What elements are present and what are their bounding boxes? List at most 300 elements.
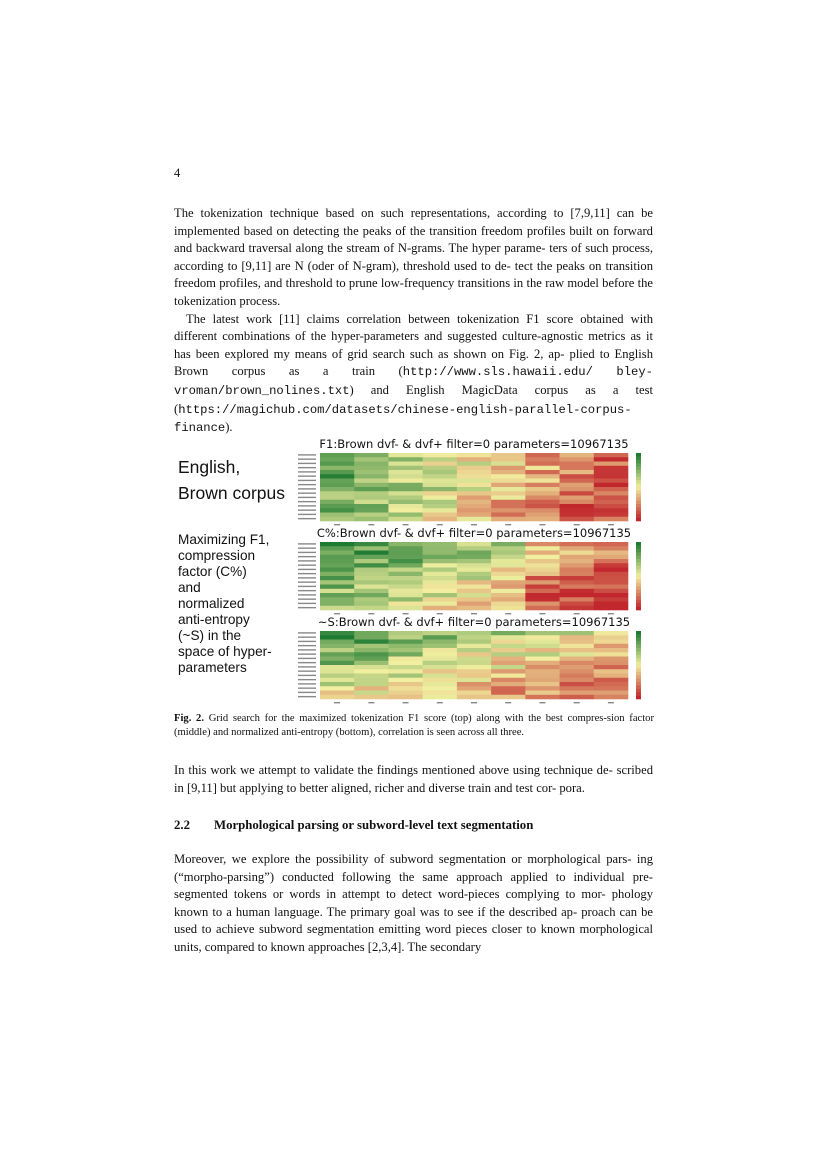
heatmap-cell bbox=[525, 644, 560, 649]
heatmap-cell bbox=[388, 453, 423, 458]
heatmap-cell bbox=[525, 479, 560, 484]
heatmap-cell bbox=[423, 682, 458, 687]
paragraph-2-text: The latest work [11] claims correlation between tokenization F1 score obtained with different combinations of the hyper-parameters and suggested culture-agnostic metrics as it has been explored my means of grid search such as shown on Fig. 2, ap- plied to English Brown corpus as a train (http://www.sls.hawaii.edu/ bley-vroman/brown_nolines.txt) and English MagicData corpus as a test (https://magichub.com/datasets/chinese-english-parallel-corpus-finance). bbox=[174, 311, 654, 436]
heatmap-cell bbox=[560, 648, 595, 653]
side-desc-line: compression bbox=[178, 548, 256, 563]
col-tick-label bbox=[539, 702, 545, 703]
heatmap-cell bbox=[560, 695, 595, 700]
colorbar-segment bbox=[636, 507, 641, 511]
colorbar-segment bbox=[636, 692, 641, 696]
heatmap-cell bbox=[525, 491, 560, 496]
heatmap-cell bbox=[560, 479, 595, 484]
heatmap-cell bbox=[423, 661, 458, 666]
colorbar-segment bbox=[636, 545, 641, 549]
heatmap-cell bbox=[388, 695, 423, 700]
heatmap-cell bbox=[457, 652, 492, 657]
row-tick-label bbox=[298, 467, 316, 468]
heatmap-cell bbox=[423, 517, 458, 522]
row-tick-label bbox=[298, 590, 316, 591]
heatmap-cell bbox=[423, 466, 458, 471]
colorbar-segment bbox=[636, 490, 641, 494]
heatmap-cell bbox=[388, 640, 423, 645]
heatmap-cell bbox=[320, 585, 355, 590]
heatmap-cell bbox=[423, 585, 458, 590]
heatmap-cell bbox=[354, 691, 389, 696]
heatmap-cell bbox=[423, 657, 458, 662]
heatmap-cell bbox=[354, 572, 389, 577]
heatmap-cell bbox=[388, 508, 423, 513]
heatmap-cell bbox=[525, 593, 560, 598]
heatmap-cell bbox=[525, 580, 560, 585]
heatmap-cell bbox=[594, 500, 629, 505]
heatmap-cell bbox=[388, 669, 423, 674]
heatmap-cell bbox=[525, 555, 560, 560]
heatmap-cell bbox=[594, 479, 629, 484]
colorbar-segment bbox=[636, 651, 641, 655]
heatmap-cell bbox=[525, 542, 560, 547]
heatmap-cell bbox=[560, 602, 595, 607]
heatmap-cell bbox=[423, 500, 458, 505]
colorbar-segment bbox=[636, 467, 641, 471]
heatmap-cell bbox=[354, 474, 389, 479]
heatmap-cell bbox=[560, 462, 595, 467]
colorbar-segment bbox=[636, 672, 641, 676]
colorbar-segment bbox=[636, 600, 641, 604]
row-tick-label bbox=[298, 514, 316, 515]
heatmap-cell bbox=[354, 669, 389, 674]
heatmap-cell bbox=[457, 678, 492, 683]
row-tick-label bbox=[298, 564, 316, 565]
heatmap-cell bbox=[525, 695, 560, 700]
caption-text: Grid search for the maximized tokenization F1 score (top) along with the best compres-sion factor (middle) and normalized anti-entropy (bottom), correlation is seen across all three. bbox=[174, 713, 654, 739]
heatmap-cell bbox=[594, 678, 629, 683]
heatmap-cell bbox=[525, 572, 560, 577]
heatmap-cell bbox=[388, 559, 423, 564]
heatmap-cell bbox=[560, 470, 595, 475]
row-tick-label bbox=[298, 670, 316, 671]
row-tick-label bbox=[298, 518, 316, 519]
heatmap-cell bbox=[423, 559, 458, 564]
heatmap-cell bbox=[491, 695, 526, 700]
heatmap-cell bbox=[423, 665, 458, 670]
heatmap-cell bbox=[525, 665, 560, 670]
heatmap-cell bbox=[423, 691, 458, 696]
colorbar-segment bbox=[636, 638, 641, 642]
colorbar-segment bbox=[636, 559, 641, 563]
heatmap-cell bbox=[594, 559, 629, 564]
heatmap-cell bbox=[388, 589, 423, 594]
row-tick-label bbox=[298, 501, 316, 502]
col-tick-label bbox=[437, 702, 443, 703]
heatmap-cell bbox=[560, 691, 595, 696]
colorbar-segment bbox=[636, 579, 641, 583]
heatmap-cell bbox=[525, 474, 560, 479]
heatmap-cell bbox=[320, 470, 355, 475]
heatmap-cell bbox=[491, 652, 526, 657]
heatmap-cell bbox=[457, 597, 492, 602]
heatmap-cell bbox=[594, 576, 629, 581]
paragraph-morphological: Moreover, we explore the possibility of subword segmentation or morphological pars- ing (“morpho-parsing”) conducted following the same approach applied to individual pre-segmented tokens or words in attempt to detect word-pieces complying to mor- phology known to a human language. The primary goal was to see if the described ap- proach can be used to achieve subword segmentation emitting word pieces closer to known morphological units, compared to known approaches [2,3,4]. The secondary bbox=[174, 852, 653, 954]
heatmap-cell bbox=[457, 640, 492, 645]
colorbar-segment bbox=[636, 494, 641, 498]
figure-2-grid-search bbox=[174, 434, 654, 704]
heatmap-cell bbox=[491, 470, 526, 475]
heatmap-cell bbox=[423, 695, 458, 700]
heatmap-cell bbox=[525, 648, 560, 653]
row-tick-label bbox=[298, 484, 316, 485]
heatmap-cell bbox=[388, 466, 423, 471]
heatmap-cell bbox=[320, 517, 355, 522]
colorbar-segment bbox=[636, 590, 641, 594]
heatmap-cell bbox=[491, 474, 526, 479]
heatmap-cell bbox=[560, 457, 595, 462]
heatmap-cell bbox=[560, 686, 595, 691]
colorbar-segment bbox=[636, 549, 641, 553]
colorbar-segment bbox=[636, 641, 641, 645]
heatmap-cell bbox=[354, 593, 389, 598]
paragraph-tokenization-technique bbox=[174, 205, 653, 438]
heatmap-cell bbox=[457, 500, 492, 505]
heatmap-cell bbox=[560, 661, 595, 666]
colorbar-segment bbox=[636, 583, 641, 587]
heatmap-cell bbox=[525, 568, 560, 573]
heatmap-cell bbox=[594, 631, 629, 636]
heatmap-cell bbox=[491, 500, 526, 505]
heatmap-cell bbox=[491, 483, 526, 488]
heatmap-cell bbox=[457, 657, 492, 662]
heatmap-cell bbox=[525, 631, 560, 636]
heatmap-cell bbox=[560, 682, 595, 687]
heatmap-cell bbox=[457, 487, 492, 492]
heatmap-cell bbox=[388, 479, 423, 484]
colorbar-segment bbox=[636, 682, 641, 686]
heatmap-cell bbox=[457, 580, 492, 585]
row-tick-label bbox=[298, 675, 316, 676]
heatmap-cell bbox=[354, 602, 389, 607]
colorbar-segment bbox=[636, 634, 641, 638]
heatmap-cell bbox=[388, 580, 423, 585]
heatmap-cell bbox=[388, 674, 423, 679]
heatmap-cell bbox=[388, 593, 423, 598]
heatmap-cell bbox=[594, 453, 629, 458]
heatmap-cell bbox=[525, 504, 560, 509]
colorbar-segment bbox=[636, 607, 641, 611]
figure-caption bbox=[174, 712, 654, 741]
heatmap-cell bbox=[457, 542, 492, 547]
heatmap-cell bbox=[423, 487, 458, 492]
heatmap-cell bbox=[354, 631, 389, 636]
row-tick-label bbox=[298, 488, 316, 489]
colorbar-segment bbox=[636, 696, 641, 700]
heatmap-cell bbox=[560, 487, 595, 492]
heatmap-cell bbox=[491, 457, 526, 462]
heatmap-cell bbox=[491, 635, 526, 640]
row-tick-label bbox=[298, 547, 316, 548]
heatmap-cell bbox=[320, 589, 355, 594]
heatmap-cell bbox=[560, 563, 595, 568]
heatmap-cell bbox=[594, 572, 629, 577]
heatmap-cell bbox=[388, 657, 423, 662]
heatmap-cell bbox=[388, 563, 423, 568]
colorbar-segment bbox=[636, 470, 641, 474]
heatmap-cell bbox=[457, 555, 492, 560]
heatmap-cell bbox=[354, 585, 389, 590]
heatmap-cell bbox=[354, 652, 389, 657]
heatmap-cell bbox=[560, 576, 595, 581]
section-heading bbox=[174, 818, 654, 833]
colorbar-segment bbox=[636, 645, 641, 649]
row-tick-label bbox=[298, 636, 316, 637]
heatmap-cell bbox=[525, 652, 560, 657]
heatmap-cell bbox=[320, 682, 355, 687]
heatmap-cell bbox=[354, 508, 389, 513]
heatmap-cell bbox=[423, 457, 458, 462]
heatmap-cell bbox=[388, 517, 423, 522]
row-tick-label bbox=[298, 509, 316, 510]
heatmap-cell bbox=[388, 551, 423, 556]
heatmap-cell bbox=[354, 665, 389, 670]
heatmap-cell bbox=[423, 546, 458, 551]
heatmap-cell bbox=[560, 606, 595, 611]
heatmap-cell bbox=[594, 474, 629, 479]
heatmap-cell bbox=[320, 462, 355, 467]
heatmap-cell bbox=[560, 652, 595, 657]
heatmap-cell bbox=[388, 648, 423, 653]
colorbar-segment bbox=[636, 655, 641, 659]
heatmap-cell bbox=[594, 589, 629, 594]
heatmap-cell bbox=[560, 597, 595, 602]
heatmap-cell bbox=[525, 576, 560, 581]
heatmap-cell bbox=[423, 631, 458, 636]
row-tick-label bbox=[298, 475, 316, 476]
heatmap-cell bbox=[388, 483, 423, 488]
heatmap-cell bbox=[594, 657, 629, 662]
heatmap-cell bbox=[388, 686, 423, 691]
colorbar-segment bbox=[636, 668, 641, 672]
col-tick-label bbox=[368, 702, 374, 703]
row-tick-label bbox=[298, 556, 316, 557]
heatmap-cell bbox=[354, 678, 389, 683]
heatmap-cell bbox=[354, 500, 389, 505]
heatmap-cell bbox=[491, 487, 526, 492]
heatmap-cell bbox=[594, 691, 629, 696]
heatmap-cell bbox=[594, 593, 629, 598]
col-tick-label bbox=[403, 702, 409, 703]
heatmap-cell bbox=[594, 457, 629, 462]
heatmap-cell bbox=[560, 580, 595, 585]
magicdata-url[interactable]: https://magichub.com/datasets/chinese-english-parallel-corpus-finance bbox=[174, 402, 632, 436]
heatmap-cell bbox=[388, 682, 423, 687]
heatmap-cell bbox=[423, 674, 458, 679]
heatmap-cell bbox=[457, 483, 492, 488]
heatmap-cell bbox=[457, 504, 492, 509]
heatmap-cell bbox=[354, 674, 389, 679]
row-tick-label bbox=[298, 458, 316, 459]
heatmap-cell bbox=[320, 678, 355, 683]
section-title: Morphological parsing or subword-level text segmentation bbox=[214, 818, 534, 832]
heatmap-cell bbox=[354, 597, 389, 602]
heatmap-cell bbox=[525, 496, 560, 501]
heatmap-cell bbox=[423, 686, 458, 691]
heatmap-cell bbox=[423, 479, 458, 484]
figure-side-title: English, Brown corpus bbox=[178, 457, 285, 503]
heatmap-cell bbox=[320, 504, 355, 509]
heatmap-cell bbox=[491, 491, 526, 496]
heatmap-cell bbox=[491, 631, 526, 636]
colorbar-segment bbox=[636, 497, 641, 501]
heatmap-cell bbox=[560, 466, 595, 471]
colorbar-segment bbox=[636, 463, 641, 467]
heatmap-cell bbox=[594, 602, 629, 607]
colorbar-segment bbox=[636, 566, 641, 570]
heatmap-cell bbox=[560, 657, 595, 662]
heatmap-cell bbox=[354, 487, 389, 492]
heatmap-cell bbox=[423, 644, 458, 649]
side-desc-line: space of hyper- bbox=[178, 644, 272, 659]
heatmap-cell bbox=[354, 546, 389, 551]
heatmap-cell bbox=[320, 593, 355, 598]
heatmap-cell bbox=[491, 678, 526, 683]
heatmap-cell bbox=[423, 635, 458, 640]
heatmap-cell bbox=[388, 504, 423, 509]
heatmap-cell bbox=[457, 631, 492, 636]
heatmap-cell bbox=[423, 504, 458, 509]
heatmap-cell bbox=[560, 674, 595, 679]
heatmap-cell bbox=[560, 568, 595, 573]
heatmap-cell bbox=[560, 593, 595, 598]
heatmap-cell bbox=[388, 606, 423, 611]
heatmap-cell bbox=[320, 572, 355, 577]
colorbar-segment bbox=[636, 665, 641, 669]
heatmap-cell bbox=[320, 606, 355, 611]
heatmap-cell bbox=[354, 657, 389, 662]
heatmap-cell bbox=[354, 563, 389, 568]
heatmap-cell bbox=[491, 669, 526, 674]
heatmap-cell bbox=[423, 652, 458, 657]
heatmap-cell bbox=[491, 504, 526, 509]
heatmap-cell bbox=[388, 474, 423, 479]
heatmap-cell bbox=[560, 517, 595, 522]
heatmap-cell bbox=[354, 462, 389, 467]
heatmap-cell bbox=[388, 665, 423, 670]
heatmap-cell bbox=[354, 640, 389, 645]
colorbar-segment bbox=[636, 487, 641, 491]
heatmap-cell bbox=[525, 661, 560, 666]
heatmap-cell bbox=[388, 568, 423, 573]
heatmap-cell bbox=[594, 546, 629, 551]
heatmap-cell bbox=[560, 496, 595, 501]
heatmap-cell bbox=[423, 555, 458, 560]
heatmap-cell bbox=[457, 695, 492, 700]
heatmap-cell bbox=[525, 678, 560, 683]
heatmap-cell bbox=[423, 593, 458, 598]
heatmap-cell bbox=[491, 568, 526, 573]
heatmap-panels bbox=[174, 434, 654, 704]
page-number: 4 bbox=[174, 166, 181, 180]
row-tick-label bbox=[298, 632, 316, 633]
heatmap-cell bbox=[491, 648, 526, 653]
heatmap-cell bbox=[457, 585, 492, 590]
colorbar-segment bbox=[636, 456, 641, 460]
heatmap-cell bbox=[491, 674, 526, 679]
heatmap-cell bbox=[560, 572, 595, 577]
colorbar-segment bbox=[636, 689, 641, 693]
row-tick-label bbox=[298, 586, 316, 587]
heatmap-cell bbox=[388, 462, 423, 467]
heatmap-cell bbox=[423, 453, 458, 458]
heatmap-cell bbox=[560, 546, 595, 551]
heatmap-cell bbox=[423, 496, 458, 501]
heatmap-cell bbox=[320, 665, 355, 670]
heatmap-cell bbox=[320, 487, 355, 492]
heatmap-cell bbox=[320, 479, 355, 484]
caption-label: Fig. 2. bbox=[174, 713, 205, 724]
heatmap-cell bbox=[594, 555, 629, 560]
heatmap-cell bbox=[388, 602, 423, 607]
colorbar-segment bbox=[636, 586, 641, 590]
row-tick-label bbox=[298, 594, 316, 595]
heatmap-cell bbox=[457, 551, 492, 556]
heatmap-cell bbox=[423, 462, 458, 467]
heatmap-cell bbox=[525, 457, 560, 462]
heatmap-cell bbox=[388, 487, 423, 492]
heatmap-cell bbox=[491, 657, 526, 662]
brown-corpus-url[interactable]: http://www.sls.hawaii.edu/ bbox=[402, 365, 593, 380]
heatmap-cell bbox=[457, 479, 492, 484]
row-tick-label bbox=[298, 492, 316, 493]
heatmap-cell bbox=[525, 462, 560, 467]
heatmap-cell bbox=[525, 487, 560, 492]
colorbar-segment bbox=[636, 556, 641, 560]
heatmap-cell bbox=[388, 678, 423, 683]
heatmap-cell bbox=[594, 517, 629, 522]
row-tick-label bbox=[298, 560, 316, 561]
heatmap-cell bbox=[457, 576, 492, 581]
heatmap-cell bbox=[560, 669, 595, 674]
colorbar-segment bbox=[636, 453, 641, 457]
colorbar-segment bbox=[636, 504, 641, 508]
heatmap-cell bbox=[560, 453, 595, 458]
colorbar-segment bbox=[636, 477, 641, 481]
brown-corpus-url-cont[interactable]: bley-vroman/brown_nolines.txt bbox=[174, 365, 653, 398]
heatmap-cell bbox=[354, 470, 389, 475]
heatmap-cell bbox=[320, 674, 355, 679]
heatmap-cell bbox=[388, 572, 423, 577]
heatmap-cell bbox=[525, 551, 560, 556]
heatmap-cell bbox=[560, 513, 595, 518]
heatmap-cell bbox=[423, 568, 458, 573]
row-tick-label bbox=[298, 581, 316, 582]
side-desc-line: parameters bbox=[178, 660, 247, 675]
heatmap-cell bbox=[320, 691, 355, 696]
heatmap-cell bbox=[457, 682, 492, 687]
heatmap-cell bbox=[354, 648, 389, 653]
heatmap-cell bbox=[594, 674, 629, 679]
side-desc-line: and bbox=[178, 580, 201, 595]
heatmap-cell bbox=[320, 568, 355, 573]
heatmap-cell bbox=[320, 602, 355, 607]
heatmap-cell bbox=[457, 661, 492, 666]
heatmap-cell bbox=[354, 479, 389, 484]
heatmap-cell bbox=[354, 580, 389, 585]
heatmap-cell bbox=[457, 517, 492, 522]
heatmap-cell bbox=[457, 470, 492, 475]
heatmap-cell bbox=[423, 508, 458, 513]
heatmap-cell bbox=[320, 466, 355, 471]
heatmap-cell bbox=[491, 546, 526, 551]
col-tick-label bbox=[608, 702, 614, 703]
heatmap-cell bbox=[457, 563, 492, 568]
